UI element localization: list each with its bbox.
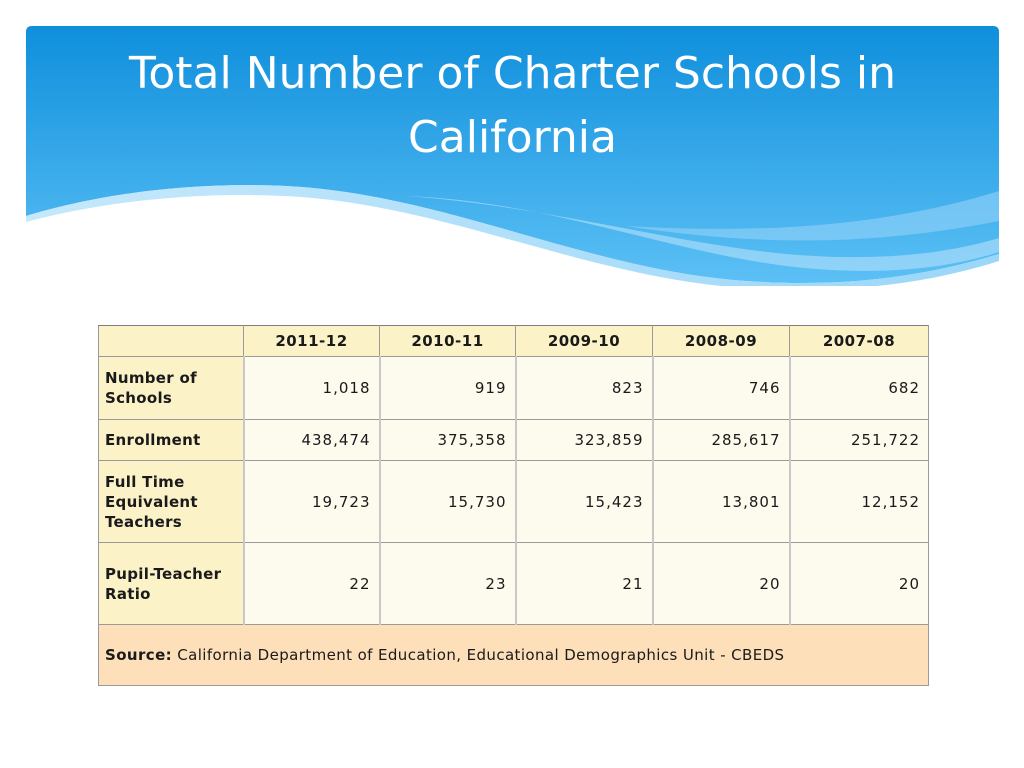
column-header: 2011-12 — [244, 326, 380, 357]
table-cell: 682 — [790, 357, 929, 420]
charter-schools-table — [98, 325, 929, 686]
table-cell: 19,723 — [244, 461, 380, 543]
source-text: California Department of Education, Educational Demographics Unit - CBEDS — [177, 646, 785, 664]
table-cell: 13,801 — [653, 461, 790, 543]
table-row — [99, 357, 929, 420]
column-header: 2008-09 — [653, 326, 790, 357]
table-cell: 375,358 — [380, 420, 516, 461]
table-corner-cell — [99, 326, 244, 357]
column-header: 2010-11 — [380, 326, 516, 357]
table-cell: 919 — [380, 357, 516, 420]
table-cell: 12,152 — [790, 461, 929, 543]
table-cell: 23 — [380, 543, 516, 625]
column-header: 2007-08 — [790, 326, 929, 357]
table-row — [99, 461, 929, 543]
table-cell: 251,722 — [790, 420, 929, 461]
table-row — [99, 543, 929, 625]
row-header: Number of Schools — [99, 357, 244, 420]
table-cell: 20 — [653, 543, 790, 625]
data-table-container — [98, 325, 928, 686]
table-cell: 823 — [516, 357, 653, 420]
source-row — [99, 625, 929, 686]
table-cell: 15,730 — [380, 461, 516, 543]
table-cell: 438,474 — [244, 420, 380, 461]
table-cell: 15,423 — [516, 461, 653, 543]
table-cell: 746 — [653, 357, 790, 420]
source-label: Source: — [105, 646, 173, 664]
table-cell: 21 — [516, 543, 653, 625]
table-cell: 20 — [790, 543, 929, 625]
row-header: Enrollment — [99, 420, 244, 461]
source-note — [99, 625, 929, 686]
row-header: Pupil-Teacher Ratio — [99, 543, 244, 625]
table-cell: 323,859 — [516, 420, 653, 461]
row-header: Full Time Equivalent Teachers — [99, 461, 244, 543]
table-cell: 22 — [244, 543, 380, 625]
table-row — [99, 420, 929, 461]
table-cell: 1,018 — [244, 357, 380, 420]
column-header: 2009-10 — [516, 326, 653, 357]
table-header-row — [99, 326, 929, 357]
table-cell: 285,617 — [653, 420, 790, 461]
slide-title: Total Number of Charter Schools in California — [128, 48, 897, 163]
